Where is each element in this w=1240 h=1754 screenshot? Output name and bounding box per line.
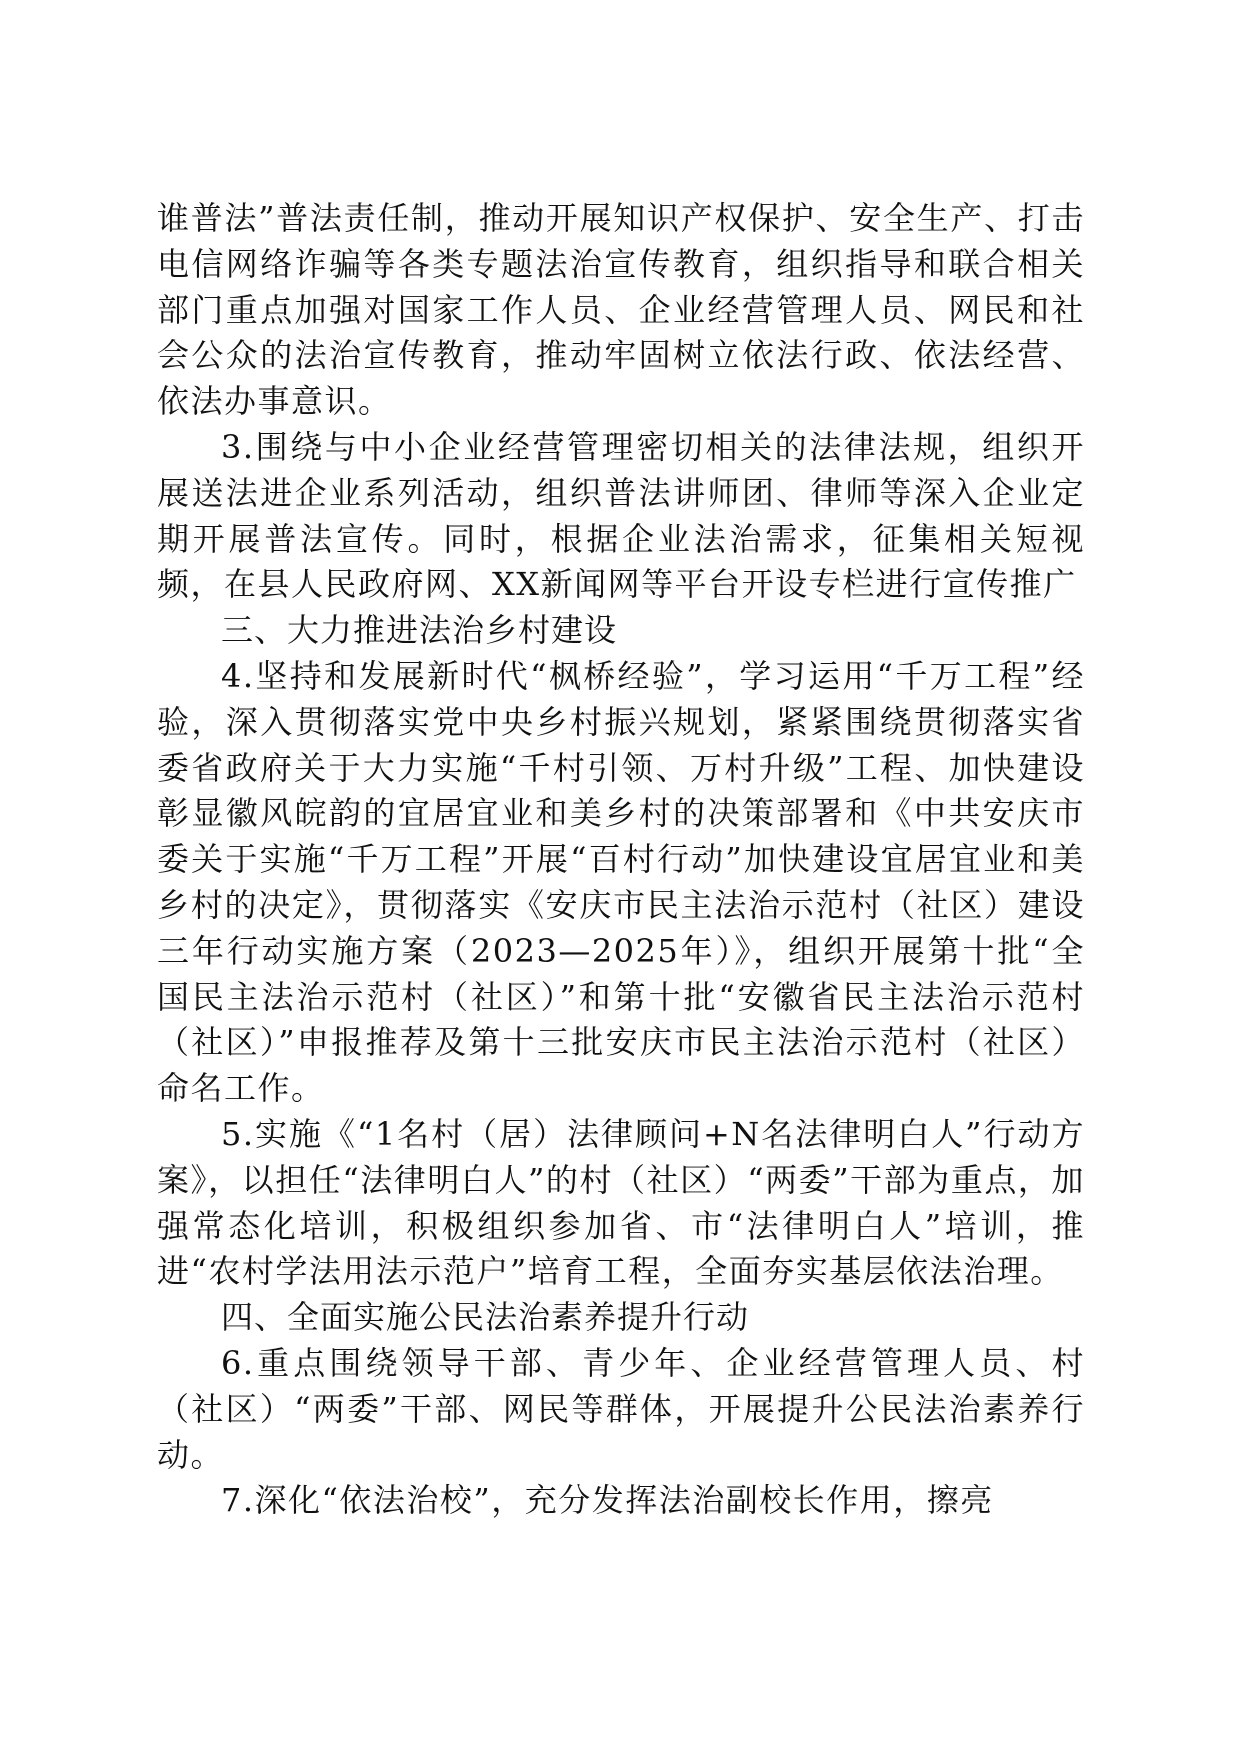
paragraph-item-4: 4.坚持和发展新时代“枫桥经验”，学习运用“千万工程”经验，深入贯彻落实党中央乡村振兴规划，紧紧围绕贯彻落实省委省政府关于大力实施“千村引领、万村升级”工程、加快建设彰显徽风皖韵的宜居宜业和美乡村的决策部署和《中共安庆市委关于实施“千万工程”开展“百村行动”加快建设宜居宜业和美乡村的决定》，贯彻落实《安庆市民主法治示范村（社区）建设三年行动实施方案（2023—2025年）》，组织开展第十批“全国民主法治示范村（社区）”和第十批“安徽省民主法治示范村（社区）”申报推荐及第十三批安庆市民主法治示范村（社区）命名工作。: [157, 656, 1085, 1108]
paragraph-item-3: 3.围绕与中小企业经营管理密切相关的法律法规，组织开展送法进企业系列活动，组织普法讲师团、律师等深入企业定期开展普法宣传。同时，根据企业法治需求，征集相关短视频，在县人民政府网、XX新闻网等平台开设专栏进行宣传推广: [157, 427, 1085, 604]
section-heading-4: 四、全面实施公民法治素养提升行动: [221, 1298, 750, 1337]
paragraph-item-5: 5.实施《“1名村（居）法律顾问+N名法律明白人”行动方案》，以担任“法律明白人”的村（社区）“两委”干部为重点，加强常态化培训，积极组织参加省、市“法律明白人”培训，推进“农村学法用法示范户”培育工程，全面夯实基层依法治理。: [157, 1114, 1085, 1291]
paragraph-item-6: 6.重点围绕领导干部、青少年、企业经营管理人员、村（社区）“两委”干部、网民等群体，开展提升公民法治素养行动。: [157, 1343, 1085, 1474]
document-body: [157, 196, 1085, 1524]
paragraph-item-7: 7.深化“依法治校”，充分发挥法治副校长作用，擦亮: [221, 1481, 994, 1520]
section-heading-3: 三、大力推进法治乡村建设: [221, 611, 618, 650]
paragraph-continuation: 谁普法”普法责任制，推动开展知识产权保护、安全生产、打击电信网络诈骗等各类专题法治宣传教育，组织指导和联合相关部门重点加强对国家工作人员、企业经营管理人员、网民和社会公众的法治宣传教育，推动牢固树立依法行政、依法经营、依法办事意识。: [157, 199, 1085, 421]
